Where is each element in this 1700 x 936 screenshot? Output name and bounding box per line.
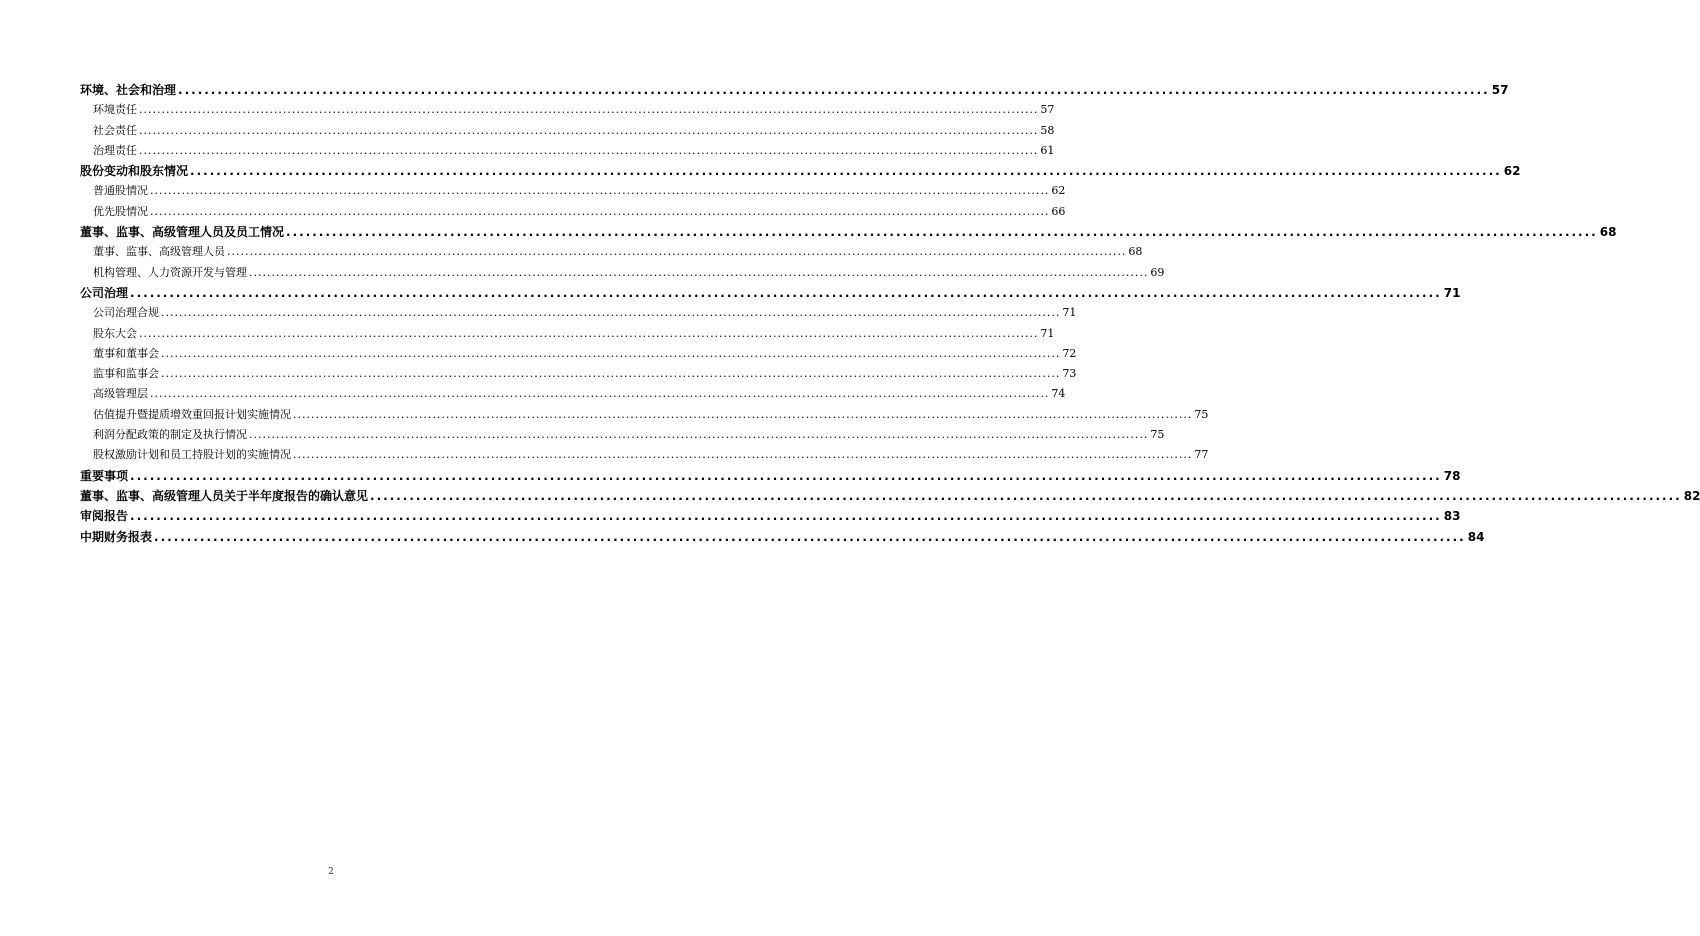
toc-entry-page-number: 83 bbox=[1443, 509, 1461, 524]
toc-section-entry[interactable] bbox=[80, 506, 1461, 526]
toc-entry-title: 社会责任 bbox=[93, 123, 137, 137]
toc-entry-page-number: 71 bbox=[1040, 326, 1055, 340]
toc-entry-page-number: 73 bbox=[1062, 367, 1077, 381]
toc-entry-page-number: 74 bbox=[1051, 387, 1066, 401]
toc-dot-leader: ........................................................................................................................................................................................................ bbox=[161, 306, 1061, 320]
toc-entry-title: 公司治理 bbox=[80, 285, 129, 300]
page-number: 2 bbox=[328, 867, 334, 877]
toc-entry-page-number: 57 bbox=[1040, 103, 1055, 117]
toc-subsection-entry[interactable] bbox=[80, 425, 1165, 445]
toc-entry-title: 环境责任 bbox=[93, 103, 137, 117]
toc-dot-leader: ........................................................................................................................................................................................................ bbox=[249, 428, 1149, 442]
toc-entry-title: 公司治理合规 bbox=[93, 306, 159, 320]
toc-dot-leader: ........................................................................................................................................................................................................ bbox=[293, 448, 1193, 462]
toc-subsection-entry[interactable] bbox=[80, 202, 1066, 222]
toc-subsection-entry[interactable] bbox=[80, 121, 1055, 141]
toc-subsection-entry[interactable] bbox=[80, 364, 1077, 384]
toc-entry-page-number: 75 bbox=[1150, 428, 1165, 442]
toc-subsection-entry[interactable] bbox=[80, 242, 1143, 262]
toc-section-entry[interactable] bbox=[80, 527, 1485, 547]
toc-entry-title: 董事、监事、高级管理人员及员工情况 bbox=[80, 225, 285, 240]
toc-section-entry[interactable] bbox=[80, 283, 1461, 303]
toc-entry-page-number: 61 bbox=[1040, 143, 1055, 157]
toc-entry-page-number: 68 bbox=[1599, 225, 1617, 240]
toc-entry-page-number: 75 bbox=[1194, 407, 1209, 421]
toc-entry-title: 审阅报告 bbox=[80, 509, 129, 524]
toc-dot-leader: ........................................................................................................................................................................................................ bbox=[130, 285, 1442, 300]
toc-dot-leader: ........................................................................................................................................................................................................ bbox=[139, 123, 1039, 137]
toc-entry-title: 环境、社会和治理 bbox=[80, 83, 177, 97]
toc-entry-page-number: 82 bbox=[1683, 488, 1700, 503]
toc-dot-leader: ........................................................................................................................................................................................................ bbox=[178, 83, 1490, 97]
toc-subsection-entry[interactable] bbox=[80, 181, 1066, 201]
table-of-contents bbox=[80, 80, 1700, 547]
toc-dot-leader: ........................................................................................................................................................................................................ bbox=[130, 509, 1442, 524]
toc-section-entry[interactable] bbox=[80, 222, 1617, 242]
toc-entry-title: 股东大会 bbox=[93, 326, 137, 340]
toc-subsection-entry[interactable] bbox=[80, 303, 1077, 323]
toc-entry-title: 监事和监事会 bbox=[93, 367, 159, 381]
toc-entry-title: 高级管理层 bbox=[93, 387, 148, 401]
toc-dot-leader: ........................................................................................................................................................................................................ bbox=[161, 367, 1061, 381]
toc-subsection-entry[interactable] bbox=[80, 405, 1209, 425]
toc-entry-page-number: 58 bbox=[1040, 123, 1055, 137]
toc-entry-title: 董事、监事、高级管理人员关于半年度报告的确认意见 bbox=[80, 488, 369, 503]
toc-entry-page-number: 62 bbox=[1051, 184, 1066, 198]
toc-entry-title: 治理责任 bbox=[93, 143, 137, 157]
toc-entry-page-number: 71 bbox=[1443, 285, 1461, 300]
toc-entry-page-number: 69 bbox=[1150, 265, 1165, 279]
toc-entry-title: 利润分配政策的制定及执行情况 bbox=[93, 428, 247, 442]
toc-entry-title: 股份变动和股东情况 bbox=[80, 164, 189, 179]
toc-dot-leader: ........................................................................................................................................................................................................ bbox=[139, 143, 1039, 157]
toc-entry-page-number: 57 bbox=[1491, 83, 1509, 97]
toc-dot-leader: ........................................................................................................................................................................................................ bbox=[370, 488, 1682, 503]
toc-dot-leader: ........................................................................................................................................................................................................ bbox=[161, 346, 1061, 360]
toc-dot-leader: ........................................................................................................................................................................................................ bbox=[139, 103, 1039, 117]
toc-entry-page-number: 78 bbox=[1443, 468, 1461, 483]
toc-entry-title: 股权激励计划和员工持股计划的实施情况 bbox=[93, 448, 291, 462]
toc-entry-page-number: 62 bbox=[1503, 164, 1521, 179]
toc-entry-page-number: 68 bbox=[1128, 245, 1143, 259]
toc-dot-leader: ........................................................................................................................................................................................................ bbox=[130, 468, 1442, 483]
toc-dot-leader: ........................................................................................................................................................................................................ bbox=[150, 184, 1050, 198]
toc-subsection-entry[interactable] bbox=[80, 141, 1055, 161]
toc-dot-leader: ........................................................................................................................................................................................................ bbox=[154, 529, 1466, 544]
toc-entry-page-number: 77 bbox=[1194, 448, 1209, 462]
toc-entry-title: 普通股情况 bbox=[93, 184, 148, 198]
toc-dot-leader: ........................................................................................................................................................................................................ bbox=[293, 407, 1193, 421]
toc-section-entry[interactable] bbox=[80, 466, 1461, 486]
toc-subsection-entry[interactable] bbox=[80, 324, 1055, 344]
toc-subsection-entry[interactable] bbox=[80, 384, 1066, 404]
toc-dot-leader: ........................................................................................................................................................................................................ bbox=[227, 245, 1127, 259]
toc-entry-title: 董事、监事、高级管理人员 bbox=[93, 245, 225, 259]
toc-entry-page-number: 66 bbox=[1051, 204, 1066, 218]
toc-dot-leader: ........................................................................................................................................................................................................ bbox=[249, 265, 1149, 279]
toc-subsection-entry[interactable] bbox=[80, 263, 1165, 283]
toc-section-entry[interactable] bbox=[80, 80, 1509, 100]
toc-subsection-entry[interactable] bbox=[80, 344, 1077, 364]
toc-section-entry[interactable] bbox=[80, 486, 1700, 506]
toc-dot-leader: ........................................................................................................................................................................................................ bbox=[150, 387, 1050, 401]
toc-subsection-entry[interactable] bbox=[80, 100, 1055, 120]
toc-entry-title: 重要事项 bbox=[80, 468, 129, 483]
toc-entry-title: 董事和董事会 bbox=[93, 346, 159, 360]
toc-dot-leader: ........................................................................................................................................................................................................ bbox=[150, 204, 1050, 218]
toc-subsection-entry[interactable] bbox=[80, 445, 1209, 465]
toc-entry-page-number: 72 bbox=[1062, 346, 1077, 360]
toc-dot-leader: ........................................................................................................................................................................................................ bbox=[286, 225, 1598, 240]
toc-dot-leader: ........................................................................................................................................................................................................ bbox=[190, 164, 1502, 179]
toc-entry-title: 机构管理、人力资源开发与管理 bbox=[93, 265, 247, 279]
toc-entry-title: 中期财务报表 bbox=[80, 529, 153, 544]
toc-section-entry[interactable] bbox=[80, 161, 1521, 181]
toc-entry-title: 估值提升暨提质增效重回报计划实施情况 bbox=[93, 407, 291, 421]
toc-entry-page-number: 71 bbox=[1062, 306, 1077, 320]
toc-entry-page-number: 84 bbox=[1467, 529, 1485, 544]
toc-entry-title: 优先股情况 bbox=[93, 204, 148, 218]
toc-dot-leader: ........................................................................................................................................................................................................ bbox=[139, 326, 1039, 340]
